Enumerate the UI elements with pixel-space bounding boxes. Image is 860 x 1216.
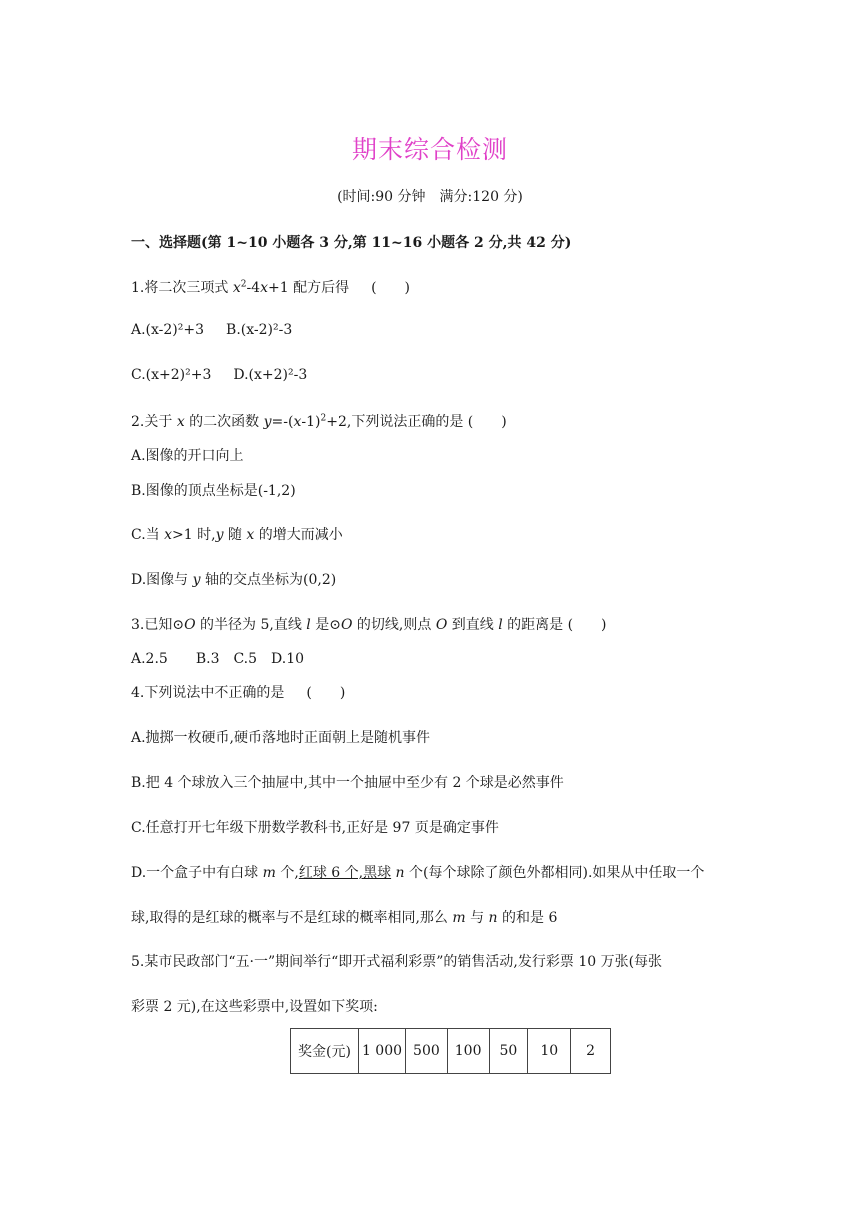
question-4-stem: 4.下列说法中不正确的是 ( ) xyxy=(131,685,346,701)
option-d: D.(x+2)²-3 xyxy=(233,367,308,383)
table-header-cell: 奖金(元) xyxy=(291,1029,359,1074)
answer-blank: ( ) xyxy=(371,280,411,296)
question-5-stem-line-1: 5.某市民政部门“五·一”期间举行“即开式福利彩票”的销售活动,发行彩票 10 万张(每张 xyxy=(131,954,663,970)
table-cell: 500 xyxy=(406,1029,448,1074)
option-a: A.图像的开口向上 xyxy=(131,448,244,464)
section-heading: 一、选择题(第 1~10 小题各 3 分,第 11~16 小题各 2 分,共 42 分) xyxy=(131,235,572,251)
option-a: A.抛掷一枚硬币,硬币落地时正面朝上是随机事件 xyxy=(131,730,431,746)
prize-table xyxy=(290,1028,611,1074)
option-d-line-2: 球,取得的是红球的概率与不是红球的概率相同,那么 m 与 n 的和是 6 xyxy=(131,910,558,926)
question-3-options: A.2.5 B.3 C.5 D.10 xyxy=(131,651,305,667)
option-b: B.图像的顶点坐标是(-1,2) xyxy=(131,483,296,499)
option-c: C.当 x>1 时,y 随 x 的增大而减小 xyxy=(131,527,343,543)
option-b: B.把 4 个球放入三个抽屉中,其中一个抽屉中至少有 2 个球是必然事件 xyxy=(131,775,564,791)
table-cell: 50 xyxy=(489,1029,528,1074)
option-c: C.(x+2)²+3 xyxy=(131,367,212,383)
table-cell: 1 000 xyxy=(358,1029,405,1074)
question-5-stem-line-2: 彩票 2 元),在这些彩票中,设置如下奖项: xyxy=(131,999,378,1015)
question-2-stem: 2.关于 x 的二次函数 $y=-(x-1)^2+2$,下列说法正确的是 ( ) xyxy=(131,413,507,430)
table-cell: 100 xyxy=(447,1029,489,1074)
option-d-line-1: D.一个盒子中有白球 m 个,红球 6 个,黑球 n 个(每个球除了颜色外都相同).如果从中任取一个 xyxy=(131,865,705,881)
table-cell: 10 xyxy=(528,1029,571,1074)
option-a: A.(x-2)²+3 xyxy=(131,322,205,338)
table-row xyxy=(291,1029,611,1074)
question-1-options-row-2 xyxy=(131,367,307,383)
question-1-stem: 1.将二次三项式 $x^2-4x+1$ 配方后得 ( ) xyxy=(131,279,411,296)
option-b: B.(x-2)²-3 xyxy=(226,322,293,338)
page-title: 期末综合检测 xyxy=(351,135,508,164)
exam-info: (时间:90 分钟 满分:120 分) xyxy=(337,189,523,205)
table-cell: 2 xyxy=(571,1029,611,1074)
answer-blank: ( ) xyxy=(306,685,346,701)
option-d: D.图像与 y 轴的交点坐标为(0,2) xyxy=(131,572,337,588)
question-3-stem: 3.已知⊙O 的半径为 5,直线 l 是⊙O 的切线,则点 O 到直线 l 的距离是 ( ) xyxy=(131,617,607,633)
question-1-options-row-1 xyxy=(131,322,292,338)
option-c: C.任意打开七年级下册数学教科书,正好是 97 页是确定事件 xyxy=(131,820,499,836)
